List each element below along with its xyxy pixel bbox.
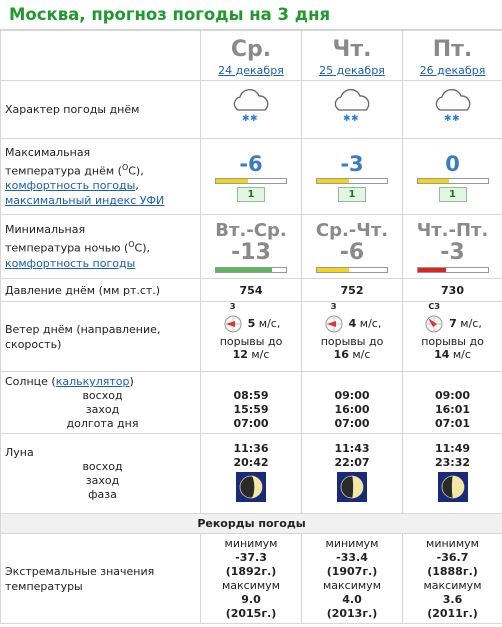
day-date-link[interactable]: 24 декабря	[218, 63, 284, 77]
moon-phase-icon	[438, 472, 468, 502]
wind-label: Ветер днём (направление, скорость)	[1, 302, 201, 372]
day-header	[403, 31, 502, 81]
tmin-value: -13	[231, 239, 271, 265]
uvi-badge: 1	[237, 187, 265, 202]
comfort-bar	[316, 178, 388, 184]
svg-text:✱: ✱	[443, 114, 452, 124]
record-min: -33.4	[336, 550, 368, 564]
snow-cloud-icon	[229, 88, 273, 128]
day-date-link[interactable]: 26 декабря	[419, 63, 486, 77]
night-period: Ср.-Чт.	[315, 219, 389, 241]
moonset-time: 22:07	[334, 456, 370, 469]
comfort-bar	[215, 178, 287, 184]
moon-phase-icon	[337, 472, 367, 502]
record-max: 3.6	[442, 592, 463, 606]
tmax-value: -3	[340, 151, 364, 176]
calculator-link[interactable]: калькулятор	[55, 375, 130, 388]
pressure-value: 730	[403, 279, 502, 302]
tmin-value: -3	[440, 239, 465, 265]
wind-row: Ветер днём (направление, скорость) З 5 м/с, порывы до 12 м/с З 4 м/с, порывы до 16 м/с СЗ 7 м/с, порывы до 14 м/с	[1, 302, 502, 372]
sunrise-time: 09:00	[334, 388, 370, 402]
day-date-link[interactable]: 25 декабря	[319, 63, 385, 77]
records-header: Рекорды погоды	[1, 514, 502, 534]
tmin-label: Минимальная температура ночью ($^O$С), комфортность погоды	[1, 215, 201, 279]
tmax-label: Максимальная температура днём ($^O$С), комфортность погоды, максимальный индекс УФИ	[1, 139, 201, 215]
sunrise-time: 09:00	[434, 388, 470, 402]
sunset-time: 15:59	[233, 402, 269, 416]
pressure-row	[1, 279, 502, 302]
comfort-link[interactable]: комфортность погоды	[5, 256, 136, 270]
record-max: 9.0	[241, 592, 261, 606]
page-title: Москва, прогноз погоды на 3 дня	[0, 0, 502, 30]
comfort-link[interactable]: комфортность погоды	[5, 179, 136, 193]
wind-compass-icon: З	[222, 313, 244, 335]
day-header	[201, 31, 302, 81]
moonrise-time: 11:43	[334, 442, 370, 455]
tmin-value: -6	[339, 239, 365, 265]
comfort-bar	[215, 267, 287, 273]
uvi-badge: 1	[338, 187, 366, 202]
record-min: -37.3	[235, 550, 267, 564]
moonset-time: 20:42	[233, 456, 269, 469]
moon-row	[1, 434, 502, 514]
snow-cloud-icon	[330, 88, 374, 128]
sun-row	[1, 372, 502, 434]
day-name: Чт.	[332, 36, 372, 62]
svg-text:✱: ✱	[250, 114, 258, 124]
sunrise-time: 08:59	[233, 388, 269, 402]
sunset-time: 16:01	[434, 402, 470, 416]
day-length: 07:00	[233, 416, 269, 430]
records-header-row	[1, 514, 502, 534]
day-length: 07:00	[334, 416, 370, 430]
weather-row	[1, 81, 502, 139]
sun-label: Солнце (калькулятор) восход заход долгота дня	[1, 372, 201, 434]
tmin-row	[1, 215, 502, 279]
night-period: Чт.-Пт.	[416, 219, 489, 241]
day-name: Ср.	[230, 36, 272, 62]
moon-label: Луна восход заход фаза	[1, 434, 201, 514]
moonrise-time: 11:49	[434, 442, 470, 455]
sunset-time: 16:00	[334, 402, 370, 416]
comfort-bar	[417, 267, 489, 273]
tmax-value: -6	[239, 151, 263, 176]
svg-text:✱: ✱	[242, 114, 250, 124]
comfort-bar	[417, 178, 489, 184]
tmax-value: 0	[445, 151, 460, 176]
day-header	[302, 31, 403, 81]
svg-text:✱: ✱	[343, 114, 351, 124]
header-empty	[1, 31, 201, 81]
pressure-value: 752	[302, 279, 403, 302]
svg-text:✱: ✱	[451, 114, 460, 124]
day-name: Пт.	[432, 36, 473, 62]
record-max: 4.0	[342, 592, 362, 606]
night-period: Вт.-Ср.	[215, 219, 287, 241]
extremes-label: Экстремальные значения температуры	[1, 534, 201, 624]
moonrise-time: 11:36	[233, 442, 269, 455]
uvi-link[interactable]: максимальный индекс УФИ	[5, 194, 165, 208]
uvi-badge: 1	[439, 187, 467, 202]
record-min: -36.7	[436, 550, 469, 564]
comfort-bar	[316, 267, 388, 273]
svg-text:✱: ✱	[351, 114, 359, 124]
pressure-label: Давление днём (мм рт.ст.)	[1, 279, 201, 302]
records-row: Экстремальные значения температуры минимум -37.3 (1892г.) максимум 9.0 (2015г.) минимум -33.4 (1907г.) максимум 4.0 (2013г.) минимум -36.7 (1888г.) максимум 3.6 (2011г.)	[1, 534, 502, 624]
snow-cloud-icon	[431, 88, 475, 128]
moonset-time: 23:32	[434, 456, 470, 469]
day-length: 07:01	[434, 416, 470, 430]
day-header-row	[1, 31, 502, 81]
pressure-value: 754	[201, 279, 302, 302]
wind-compass-icon: СЗ	[423, 313, 445, 335]
weather-label: Характер погоды днём	[1, 81, 201, 139]
wind-compass-icon: З	[323, 313, 345, 335]
forecast-table	[0, 30, 502, 624]
tmax-row	[1, 139, 502, 215]
moon-phase-icon	[236, 472, 266, 502]
